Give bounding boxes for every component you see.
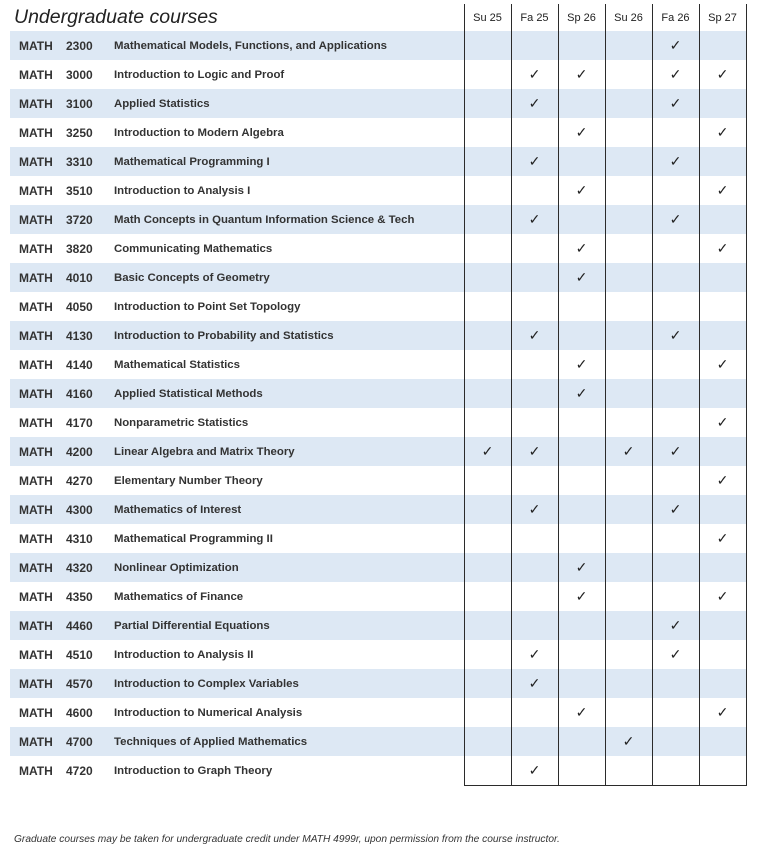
offered-check-icon: ✓: [699, 118, 746, 147]
course-subject: MATH: [10, 321, 66, 350]
offered-check-icon: ✓: [464, 437, 511, 466]
course-title: Applied Statistical Methods: [112, 379, 464, 408]
course-title: Math Concepts in Quantum Information Science & Tech: [112, 205, 464, 234]
course-subject: MATH: [19, 125, 53, 140]
course-title: Introduction to Complex Variables: [112, 669, 464, 698]
term-header: Fa 26: [652, 4, 699, 31]
course-subject: MATH: [19, 647, 53, 662]
footnote: Graduate courses may be taken for undergraduate credit under MATH 4999r, upon permission from the course instructor.: [14, 834, 560, 845]
course-title: Introduction to Logic and Proof: [114, 68, 285, 81]
course-subject: MATH: [19, 763, 53, 778]
course-title: Elementary Number Theory: [114, 474, 263, 487]
course-number: 4130: [66, 321, 112, 350]
course-number: 4140: [66, 357, 93, 372]
term-cell: [699, 727, 746, 756]
term-cell: [558, 495, 605, 524]
offered-check-icon: ✓: [558, 698, 605, 727]
course-number: 4160: [66, 379, 112, 408]
term-cell: [605, 495, 652, 524]
term-cell: [605, 582, 652, 611]
term-cell: [652, 669, 699, 698]
course-number: 4050: [66, 299, 93, 314]
term-cell: [652, 466, 699, 495]
term-cell: [558, 321, 605, 350]
course-title: Partial Differential Equations: [112, 611, 464, 640]
offered-check-icon: ✓: [558, 582, 605, 611]
course-title: Introduction to Probability and Statistics: [112, 321, 464, 350]
offered-check-icon: ✓: [511, 321, 558, 350]
term-cell: [652, 582, 699, 611]
course-title: Introduction to Modern Algebra: [114, 126, 284, 139]
course-number: 3720: [66, 205, 112, 234]
table-row: [10, 408, 746, 437]
term-cell: [699, 321, 746, 350]
offered-check-icon: ✓: [558, 60, 605, 89]
table-row: [10, 756, 746, 785]
course-title: Basic Concepts of Geometry: [112, 263, 464, 292]
offered-check-icon: ✓: [652, 640, 699, 669]
table-row: [10, 466, 746, 495]
term-cell: [464, 234, 511, 263]
term-header: Su 26: [605, 4, 652, 31]
table-row: [10, 524, 746, 553]
table-row: [10, 263, 746, 292]
table-row: [10, 234, 746, 263]
course-subject: MATH: [19, 473, 53, 488]
term-cell: [605, 524, 652, 553]
course-number: 3510: [66, 183, 93, 198]
offered-check-icon: ✓: [699, 350, 746, 379]
term-cell: [558, 408, 605, 437]
offered-check-icon: ✓: [558, 263, 605, 292]
table-row: [10, 727, 746, 756]
term-cell: [605, 147, 652, 176]
offered-check-icon: ✓: [699, 408, 746, 437]
term-cell: [605, 611, 652, 640]
term-header: Fa 25: [511, 4, 558, 31]
course-title: Introduction to Graph Theory: [114, 764, 273, 777]
course-subject: MATH: [19, 299, 53, 314]
offered-check-icon: ✓: [511, 495, 558, 524]
course-subject: MATH: [19, 357, 53, 372]
course-subject: MATH: [10, 31, 66, 60]
course-title: Nonparametric Statistics: [114, 416, 249, 429]
table-row: [10, 379, 746, 408]
table-row: [10, 176, 746, 205]
term-cell: [464, 408, 511, 437]
term-cell: [511, 118, 558, 147]
offered-check-icon: ✓: [652, 147, 699, 176]
course-subject: MATH: [19, 415, 53, 430]
course-subject: MATH: [10, 205, 66, 234]
term-cell: [558, 31, 605, 60]
term-cell: [605, 205, 652, 234]
course-subject: MATH: [10, 553, 66, 582]
term-cell: [558, 292, 605, 321]
term-cell: [558, 756, 605, 785]
offered-check-icon: ✓: [699, 698, 746, 727]
term-cell: [558, 524, 605, 553]
term-cell: [605, 698, 652, 727]
term-cell: [699, 437, 746, 466]
term-cell: [605, 553, 652, 582]
offered-check-icon: ✓: [558, 234, 605, 263]
term-cell: [652, 234, 699, 263]
term-cell: [652, 727, 699, 756]
term-cell: [464, 640, 511, 669]
term-cell: [558, 89, 605, 118]
course-number: 3250: [66, 125, 93, 140]
term-cell: [558, 437, 605, 466]
table-row: [10, 147, 746, 176]
term-cell: [464, 727, 511, 756]
term-cell: [605, 756, 652, 785]
offered-check-icon: ✓: [699, 234, 746, 263]
table-row: [10, 611, 746, 640]
course-rows: [10, 31, 746, 785]
offered-check-icon: ✓: [652, 495, 699, 524]
term-cell: [699, 495, 746, 524]
course-number: 4200: [66, 437, 112, 466]
offered-check-icon: ✓: [699, 176, 746, 205]
term-cell: [652, 408, 699, 437]
course-subject: MATH: [10, 611, 66, 640]
term-cell: [699, 89, 746, 118]
term-cell: [699, 263, 746, 292]
term-cell: [511, 408, 558, 437]
course-number: 4010: [66, 263, 112, 292]
course-number: 4350: [66, 589, 93, 604]
term-cell: [464, 118, 511, 147]
table-row: [10, 495, 746, 524]
offered-check-icon: ✓: [699, 60, 746, 89]
term-cell: [511, 350, 558, 379]
course-subject: MATH: [10, 727, 66, 756]
course-number: 3000: [66, 67, 93, 82]
offered-check-icon: ✓: [699, 466, 746, 495]
term-cell: [652, 176, 699, 205]
term-cell: [652, 756, 699, 785]
term-cell: [464, 147, 511, 176]
term-cell: [464, 379, 511, 408]
term-cell: [464, 205, 511, 234]
course-subject: MATH: [19, 241, 53, 256]
term-cell: [699, 31, 746, 60]
term-cell: [652, 118, 699, 147]
term-cell: [511, 31, 558, 60]
term-cell: [605, 292, 652, 321]
term-cell: [511, 727, 558, 756]
term-cell: [652, 379, 699, 408]
table-row: [10, 582, 746, 611]
course-number: 4510: [66, 647, 93, 662]
course-number: 2300: [66, 31, 112, 60]
course-subject: MATH: [19, 67, 53, 82]
course-number: 4600: [66, 705, 93, 720]
offered-check-icon: ✓: [558, 118, 605, 147]
term-cell: [558, 611, 605, 640]
offered-check-icon: ✓: [605, 437, 652, 466]
course-number: 4300: [66, 495, 112, 524]
offered-check-icon: ✓: [511, 640, 558, 669]
course-subject: MATH: [10, 495, 66, 524]
offered-check-icon: ✓: [652, 89, 699, 118]
term-cell: [464, 524, 511, 553]
term-cell: [558, 727, 605, 756]
course-number: 4170: [66, 415, 93, 430]
course-title: Mathematical Programming II: [114, 532, 273, 545]
course-title: Mathematical Programming I: [112, 147, 464, 176]
course-title: Introduction to Point Set Topology: [114, 300, 301, 313]
course-title: Linear Algebra and Matrix Theory: [112, 437, 464, 466]
term-cell: [464, 31, 511, 60]
term-cell: [511, 263, 558, 292]
term-cell: [464, 350, 511, 379]
course-number: 3310: [66, 147, 112, 176]
term-cell: [652, 698, 699, 727]
term-cell: [464, 60, 511, 89]
term-cell: [511, 553, 558, 582]
term-cell: [464, 495, 511, 524]
term-cell: [464, 263, 511, 292]
term-cell: [605, 31, 652, 60]
table-row: [10, 118, 746, 147]
course-number: 4570: [66, 669, 112, 698]
term-cell: [605, 350, 652, 379]
term-cell: [699, 640, 746, 669]
course-subject: MATH: [10, 379, 66, 408]
table-title: Undergraduate courses: [14, 6, 218, 28]
term-cell: [464, 756, 511, 785]
term-cell: [464, 698, 511, 727]
course-number: 4460: [66, 611, 112, 640]
course-number: 4720: [66, 763, 93, 778]
term-cell: [652, 263, 699, 292]
term-cell: [605, 408, 652, 437]
offered-check-icon: ✓: [558, 176, 605, 205]
term-cell: [464, 176, 511, 205]
term-cell: [699, 553, 746, 582]
term-header: Sp 26: [558, 4, 605, 31]
offered-check-icon: ✓: [511, 756, 558, 785]
table-row: [10, 31, 746, 60]
table-row: [10, 89, 746, 118]
term-cell: [605, 263, 652, 292]
offered-check-icon: ✓: [699, 582, 746, 611]
term-cell: [558, 205, 605, 234]
term-cell: [511, 466, 558, 495]
offered-check-icon: ✓: [511, 60, 558, 89]
offered-check-icon: ✓: [699, 524, 746, 553]
term-cell: [511, 234, 558, 263]
course-title: Introduction to Numerical Analysis: [114, 706, 303, 719]
term-cell: [464, 321, 511, 350]
course-title: Introduction to Analysis I: [114, 184, 251, 197]
course-subject: MATH: [19, 705, 53, 720]
table-row: [10, 553, 746, 582]
term-cell: [605, 640, 652, 669]
course-title: Mathematical Models, Functions, and Applications: [112, 31, 464, 60]
term-cell: [605, 669, 652, 698]
table-row: [10, 698, 746, 727]
term-cell: [511, 379, 558, 408]
term-cell: [605, 321, 652, 350]
offered-check-icon: ✓: [511, 437, 558, 466]
offered-check-icon: ✓: [511, 669, 558, 698]
term-cell: [511, 582, 558, 611]
table-row: [10, 321, 746, 350]
course-title: Mathematical Statistics: [114, 358, 240, 371]
term-cell: [699, 379, 746, 408]
course-number: 3100: [66, 89, 112, 118]
term-cell: [652, 292, 699, 321]
term-cell: [652, 524, 699, 553]
course-title: Introduction to Analysis II: [114, 648, 254, 661]
offered-check-icon: ✓: [652, 437, 699, 466]
course-subject: MATH: [10, 147, 66, 176]
offered-check-icon: ✓: [652, 31, 699, 60]
term-cell: [464, 582, 511, 611]
term-header: Su 25: [464, 4, 511, 31]
course-schedule-table: [10, 4, 747, 786]
term-cell: [464, 89, 511, 118]
term-cell: [699, 611, 746, 640]
term-cell: [558, 147, 605, 176]
term-cell: [558, 640, 605, 669]
course-subject: MATH: [19, 589, 53, 604]
course-number: 3820: [66, 241, 93, 256]
course-number: 4320: [66, 553, 112, 582]
offered-check-icon: ✓: [511, 205, 558, 234]
term-cell: [511, 524, 558, 553]
term-cell: [464, 553, 511, 582]
term-cell: [699, 292, 746, 321]
term-cell: [605, 60, 652, 89]
term-cell: [511, 292, 558, 321]
term-cell: [511, 176, 558, 205]
term-cell: [605, 234, 652, 263]
offered-check-icon: ✓: [558, 553, 605, 582]
term-cell: [605, 176, 652, 205]
table-row: [10, 292, 746, 321]
term-cell: [511, 611, 558, 640]
term-cell: [605, 466, 652, 495]
term-header: Sp 27: [699, 4, 746, 31]
term-cell: [464, 669, 511, 698]
header-row: [10, 4, 746, 31]
table-row: [10, 437, 746, 466]
table-row: [10, 350, 746, 379]
offered-check-icon: ✓: [652, 611, 699, 640]
term-cell: [652, 350, 699, 379]
offered-check-icon: ✓: [558, 379, 605, 408]
course-subject: MATH: [10, 669, 66, 698]
table-row: [10, 669, 746, 698]
course-title: Techniques of Applied Mathematics: [112, 727, 464, 756]
term-cell: [605, 118, 652, 147]
table-row: [10, 205, 746, 234]
course-number: 4270: [66, 473, 93, 488]
term-cell: [605, 379, 652, 408]
offered-check-icon: ✓: [605, 727, 652, 756]
course-subject: MATH: [19, 531, 53, 546]
term-cell: [605, 89, 652, 118]
term-cell: [699, 756, 746, 785]
offered-check-icon: ✓: [511, 147, 558, 176]
course-subject: MATH: [19, 183, 53, 198]
term-cell: [464, 466, 511, 495]
term-cell: [464, 611, 511, 640]
offered-check-icon: ✓: [511, 89, 558, 118]
course-number: 4310: [66, 531, 93, 546]
course-title: Nonlinear Optimization: [112, 553, 464, 582]
term-cell: [652, 553, 699, 582]
term-cell: [699, 205, 746, 234]
term-cell: [558, 669, 605, 698]
course-title: Mathematics of Finance: [114, 590, 244, 603]
term-cell: [464, 292, 511, 321]
course-title: Communicating Mathematics: [114, 242, 273, 255]
term-cell: [511, 698, 558, 727]
course-title: Mathematics of Interest: [112, 495, 464, 524]
offered-check-icon: ✓: [558, 350, 605, 379]
course-title: Applied Statistics: [112, 89, 464, 118]
term-cell: [699, 669, 746, 698]
term-cell: [558, 466, 605, 495]
course-subject: MATH: [10, 437, 66, 466]
course-number: 4700: [66, 727, 112, 756]
term-cell: [699, 147, 746, 176]
offered-check-icon: ✓: [652, 205, 699, 234]
course-subject: MATH: [10, 263, 66, 292]
offered-check-icon: ✓: [652, 321, 699, 350]
offered-check-icon: ✓: [652, 60, 699, 89]
table-row: [10, 640, 746, 669]
table-row: [10, 60, 746, 89]
course-subject: MATH: [10, 89, 66, 118]
